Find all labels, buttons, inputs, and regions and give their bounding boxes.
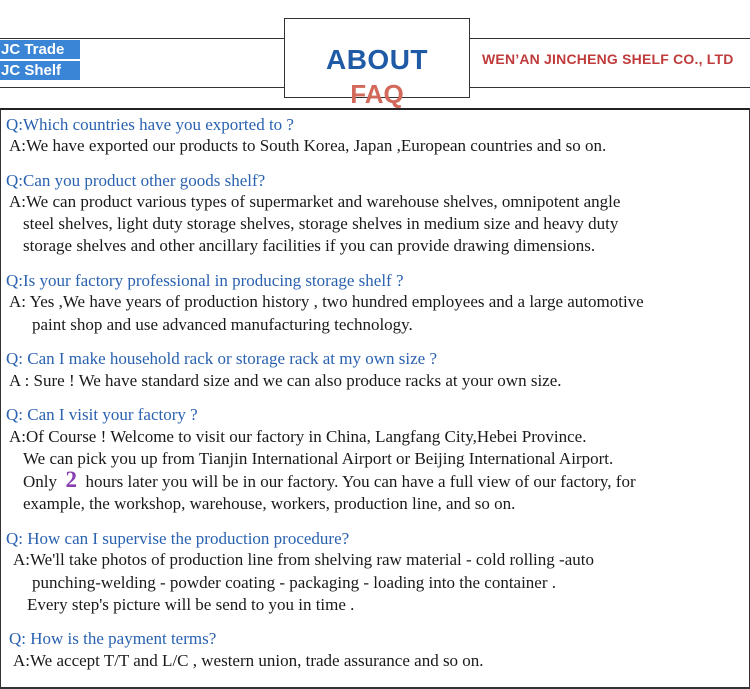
faq-answer-4-line-1: A : Sure ! We have standard size and we can also produce racks at your own size. bbox=[9, 371, 562, 390]
faq-answer-2-line-2: steel shelves, light duty storage shelves, storage shelves in medium size and heavy duty bbox=[23, 214, 619, 233]
faq-panel bbox=[0, 108, 750, 689]
brand-logo bbox=[0, 40, 80, 82]
header-rule-left-bottom bbox=[0, 87, 284, 88]
faq-answer-5-line-3 bbox=[23, 467, 636, 493]
faq-answer-6-line-1: A:We'll take photos of production line from shelving raw material - cold rolling -auto bbox=[13, 550, 594, 569]
company-name: WEN’AN JINCHENG SHELF CO., LTD bbox=[482, 51, 734, 67]
tab-subtitle: FAQ bbox=[350, 79, 404, 109]
highlight-number: 2 bbox=[65, 467, 77, 492]
logo-line-1: JC Trade bbox=[0, 40, 80, 59]
tab-title: ABOUT bbox=[325, 44, 429, 75]
faq-answer-7-line-1: A:We accept T/T and L/C , western union, trade assurance and so on. bbox=[13, 651, 484, 670]
faq-answer-3-line-2: paint shop and use advanced manufacturing technology. bbox=[32, 315, 413, 334]
faq-question-6: Q: How can I supervise the production procedure? bbox=[6, 529, 350, 548]
about-tab bbox=[284, 18, 470, 109]
faq-answer-6-line-2: punching-welding - powder coating - packaging - loading into the container . bbox=[32, 573, 557, 592]
faq-answer-3-line-1: A: Yes ,We have years of production history , two hundred employees and a large automotive bbox=[9, 292, 644, 311]
faq-answer-5-line-1: A:Of Course ! Welcome to visit our factory in China, Langfang City,Hebei Province. bbox=[9, 427, 587, 446]
header-rule-left bbox=[0, 38, 284, 39]
faq-question-3: Q:Is your factory professional in producing storage shelf ? bbox=[6, 271, 404, 290]
faq-answer-1-line-1: A:We have exported our products to South Korea, Japan ,European countries and so on. bbox=[9, 136, 607, 155]
header-rule-right-bottom bbox=[470, 87, 750, 88]
page-header bbox=[0, 0, 750, 108]
faq-answer-2-line-3: storage shelves and other ancillary facilities if you can provide drawing dimensions. bbox=[23, 236, 596, 255]
faq-question-7: Q: How is the payment terms? bbox=[9, 629, 217, 648]
faq-answer-6-line-3: Every step's picture will be send to you in time . bbox=[27, 595, 355, 614]
faq-question-5: Q: Can I visit your factory ? bbox=[6, 405, 198, 424]
faq-answer-2-line-1: A:We can product various types of supermarket and warehouse shelves, omnipotent angle bbox=[9, 192, 621, 211]
only-text: Only bbox=[23, 472, 57, 491]
faq-question-4: Q: Can I make household rack or storage rack at my own size ? bbox=[6, 349, 437, 368]
logo-line-2: JC Shelf bbox=[0, 61, 80, 80]
faq-question-1: Q:Which countries have you exported to ? bbox=[6, 115, 294, 134]
faq-question-2: Q:Can you product other goods shelf? bbox=[6, 171, 266, 190]
faq-answer-5-line-2: We can pick you up from Tianjin International Airport or Beijing International Airport. bbox=[23, 449, 614, 468]
faq-answer-5-line-4: example, the workshop, warehouse, workers, production line, and so on. bbox=[23, 494, 516, 513]
header-rule-right bbox=[470, 38, 750, 39]
hours-text: hours later you will be in our factory. You can have a full view of our factory, for bbox=[85, 472, 636, 491]
